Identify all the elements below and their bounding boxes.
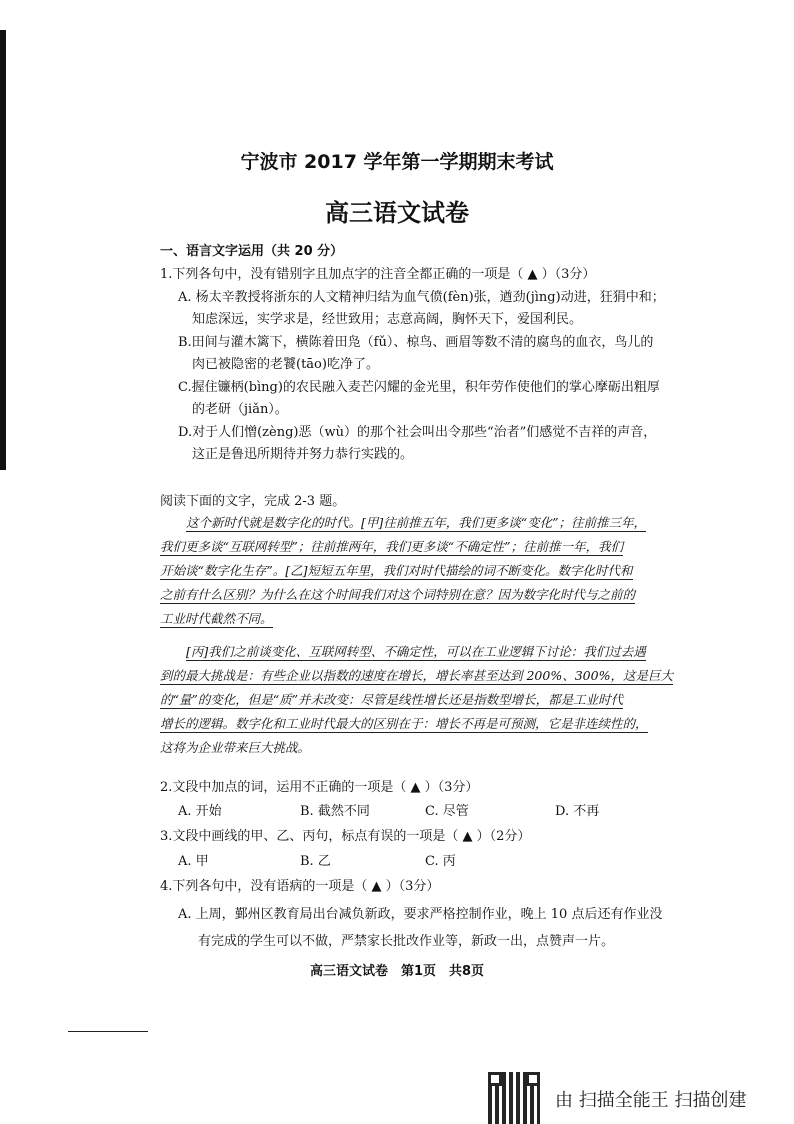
reading-intro: 阅读下面的文字，完成 2-3 题。: [160, 494, 346, 509]
q1-option-d-line2: 这正是鲁迅所期待并努力恭行实践的。: [192, 447, 414, 462]
q2-stem: 2.文段中加点的词，运用不正确的一项是（ ▲ ）（3分）: [160, 780, 479, 795]
passage2-line5: 这将为企业带来巨大挑战。: [160, 740, 311, 755]
q2-option-d: D. 不再: [555, 804, 600, 819]
passage1-line1: [186, 513, 646, 531]
passage1-line4-text: 之前有什么区别？为什么在这个时间我们对这个词特别在意？因为数字化时代与之前的: [160, 587, 636, 602]
q1-option-c-line2: 的老研（jiǎn）。: [192, 402, 288, 417]
q3-option-b: B. 乙: [300, 854, 331, 869]
q1-stem: 1.下列各句中，没有错别字且加点字的注音全都正确的一项是（ ▲ ）（3分）: [160, 267, 596, 282]
section-heading: 一、语言文字运用（共 20 分）: [160, 244, 344, 259]
passage1-line4: [160, 585, 635, 603]
q3-option-c: C. 丙: [425, 854, 456, 869]
q1-option-a-line2: 知虑深远，实学求是，经世致用；志意高阔，胸怀天下，爱国利民。: [192, 312, 583, 327]
passage2-line2: [160, 666, 673, 684]
passage1-line5-text: 工业时代截然不同。: [160, 611, 273, 626]
passage1-line3: [160, 561, 633, 579]
q2-option-a: A. 开始: [178, 804, 222, 819]
footer-divider: [68, 1031, 148, 1032]
passage2-line4: [160, 714, 648, 732]
passage1-line2-text: 我们更多谈“互联网转型”；往前推两年，我们更多谈“不确定性”；往前推一年，我们: [160, 539, 624, 554]
q4-stem: 4.下列各句中，没有语病的一项是（ ▲ ）（3分）: [160, 879, 440, 894]
page-footer: 高三语文试卷 第1页 共8页: [309, 964, 485, 979]
q1-option-b-line1: B.田间与灌木篱下，横陈着田凫（fǔ）、椋鸟、画眉等数不清的腐鸟的血衣，鸟儿的: [178, 335, 654, 350]
passage2-line3: [160, 690, 623, 708]
passage2-line2-text: 到的最大挑战是：有些企业以指数的速度在增长，增长率甚至达到 200%、300%，这是巨大: [160, 668, 673, 683]
q1-option-d-line1: D.对于人们憎(zèng)恶（wù）的那个社会叫出令那些“治者”们感觉不吉祥的声音，: [178, 425, 657, 440]
q3-option-a: A. 甲: [178, 854, 209, 869]
exam-subtitle: 高三语文试卷: [325, 199, 469, 227]
passage1-line3-text: 开始谈“数字化生存”。[乙]短短五年里，我们对时代描绘的词不断变化。数字化时代和: [160, 563, 633, 578]
passage1-line5: [160, 609, 273, 627]
q2-option-b: B. 截然不同: [300, 804, 370, 819]
q4-option-a-line2: 有完成的学生可以不做，严禁家长批改作业等，新政一出，点赞声一片。: [198, 934, 615, 949]
passage1-line2: [160, 537, 623, 555]
passage2-line4-text: 增长的逻辑。数字化和工业时代最大的区别在于：增长不再是可预测，它是非连续性的，: [160, 716, 648, 731]
q4-option-a-line1: A. 上周，鄞州区教育局出台减负新政，要求严格控制作业，晚上 10 点后还有作业没: [178, 907, 663, 922]
passage2-line3-text: 的“量”的变化，但是“质”并未改变：尽管是线性增长还是指数型增长，都是工业时代: [160, 692, 624, 707]
passage1-line1-text: 这个新时代就是数字化的时代。[甲]往前推五年，我们更多谈“变化”；往前推三年，: [186, 515, 647, 530]
scan-edge-mark: [0, 30, 6, 470]
q1-option-c-line1: C.握住镰柄(bìng)的农民融入麦芒闪耀的金光里，积年劳作使他们的掌心摩砺出粗厚: [178, 380, 660, 395]
q3-stem: 3.文段中画线的甲、乙、丙句，标点有误的一项是（ ▲ ）（2分）: [160, 829, 531, 844]
qr-code-icon: [488, 1072, 540, 1124]
q2-option-c: C. 尽管: [425, 804, 469, 819]
passage2-line1: [186, 642, 646, 660]
q1-option-b-line2: 肉已被隐密的老饕(tāo)吃净了。: [192, 357, 379, 372]
scanner-watermark: 由 扫描全能王 扫描创建: [555, 1090, 747, 1111]
exam-title: 宁波市 2017 学年第一学期期末考试: [240, 151, 554, 173]
passage2-line1-text: [丙]我们之前谈变化、互联网转型、不确定性，可以在工业逻辑下讨论：我们过去遇: [186, 644, 646, 659]
q1-option-a-line1: A. 杨太辛教授将浙东的人文精神归结为血气偾(fèn)张，遒劲(jìng)动进，狂狷中和；: [178, 290, 665, 305]
